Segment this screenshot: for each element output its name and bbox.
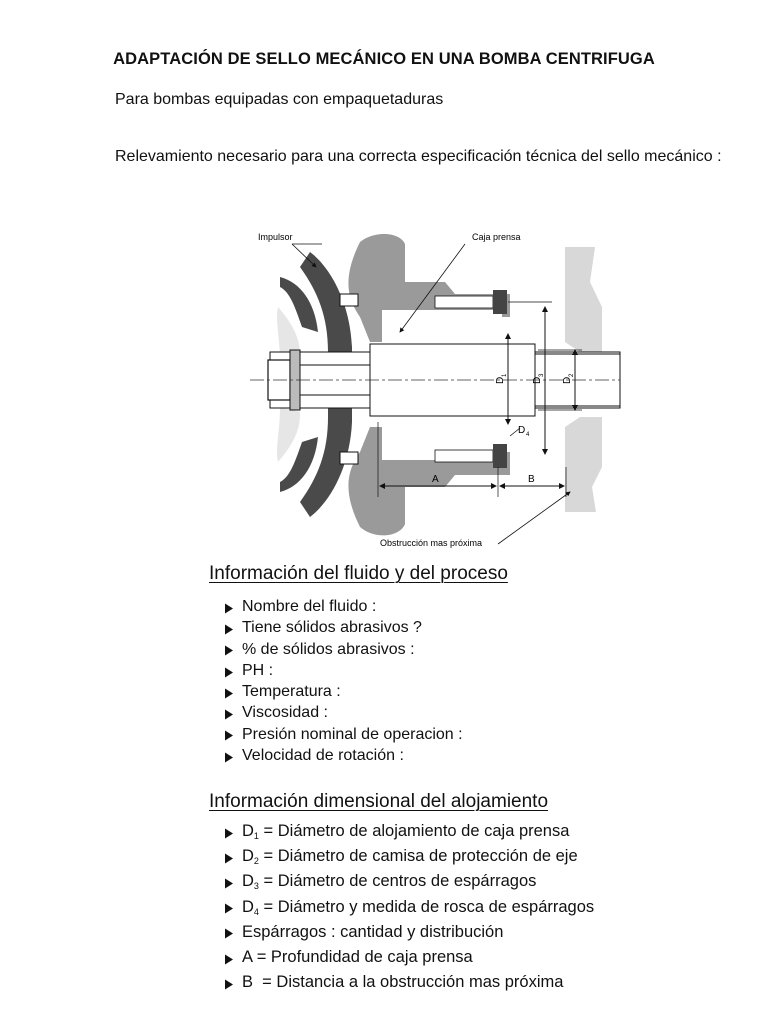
- list-item: % de sólidos abrasivos :: [225, 639, 463, 660]
- list-item: Velocidad de rotación :: [225, 745, 463, 766]
- dimension-info-list: [225, 819, 594, 995]
- bullet-arrow-icon: [225, 731, 233, 741]
- label-dim-a: A: [432, 474, 439, 485]
- obstruction-wall-upper: [565, 247, 602, 352]
- page-title: ADAPTACIÓN DE SELLO MECÁNICO EN UNA BOMBA CENTRIFUGA: [113, 50, 655, 68]
- list-item: B = Distancia a la obstrucción mas próxima: [225, 970, 594, 995]
- bullet-arrow-icon: [225, 646, 233, 656]
- stud-upper: [435, 296, 493, 308]
- list-item: $D_2$ = Diámetro de camisa de protección de eje: [225, 844, 594, 869]
- svg-text:1: 1: [502, 373, 508, 377]
- bullet-arrow-icon: [225, 979, 233, 989]
- stud-nut-lower: [493, 444, 507, 468]
- pump-seal-diagram: [240, 222, 630, 557]
- requirements-paragraph: Relevamiento necesario para una correcta especificación técnica del sello mecánico :: [115, 148, 722, 165]
- bullet-arrow-icon: [225, 904, 233, 914]
- bullet-arrow-icon: [225, 624, 233, 634]
- list-item: Presión nominal de operacion :: [225, 724, 463, 745]
- bullet-arrow-icon: [225, 929, 233, 939]
- list-item: Temperatura :: [225, 681, 463, 702]
- list-item: $D_1$ = Diámetro de alojamiento de caja prensa: [225, 819, 594, 844]
- stud-lower: [435, 450, 493, 462]
- label-impulsor: Impulsor: [258, 232, 293, 242]
- bullet-arrow-icon: [225, 710, 233, 720]
- list-item: Tiene sólidos abrasivos ?: [225, 617, 463, 638]
- label-obstruccion: Obstrucción mas próxima: [380, 538, 483, 548]
- bullet-arrow-icon: [225, 603, 233, 613]
- bullet-arrow-icon: [225, 828, 233, 838]
- fluid-section-title: Información del fluido y del proceso: [209, 563, 508, 584]
- svg-text:3: 3: [539, 373, 545, 377]
- stud-nut-upper: [493, 290, 507, 314]
- fluid-info-list: [225, 596, 463, 766]
- label-dim-d3: D: [532, 376, 543, 384]
- label-dim-b: B: [528, 474, 535, 485]
- list-item: $D_4$ = Diámetro y medida de rosca de espárragos: [225, 895, 594, 920]
- label-dim-d1: D: [495, 376, 506, 384]
- bullet-arrow-icon: [225, 752, 233, 762]
- svg-text:2: 2: [569, 373, 575, 377]
- obstruction-wall-lower: [565, 417, 602, 512]
- label-dim-d2: D: [562, 376, 573, 384]
- list-item: Nombre del fluido :: [225, 596, 463, 617]
- intro-paragraph: Para bombas equipadas con empaquetaduras: [115, 91, 444, 108]
- list-item: Espárragos : cantidad y distribución: [225, 920, 594, 945]
- list-item: $D_3$ = Diámetro de centros de espárragos: [225, 869, 594, 894]
- bullet-arrow-icon: [225, 878, 233, 888]
- bullet-arrow-icon: [225, 688, 233, 698]
- svg-text:4: 4: [526, 432, 530, 438]
- list-item: Viscosidad :: [225, 702, 463, 723]
- dimension-section-title: Información dimensional del alojamiento: [209, 791, 549, 812]
- bullet-arrow-icon: [225, 853, 233, 863]
- bullet-arrow-icon: [225, 667, 233, 677]
- list-item: PH :: [225, 660, 463, 681]
- label-dim-d4: D: [518, 425, 526, 436]
- pump-cross-section-drawing: [240, 222, 630, 557]
- label-caja-prensa: Caja prensa: [472, 232, 521, 242]
- list-item: A = Profundidad de caja prensa: [225, 945, 594, 970]
- bullet-arrow-icon: [225, 954, 233, 964]
